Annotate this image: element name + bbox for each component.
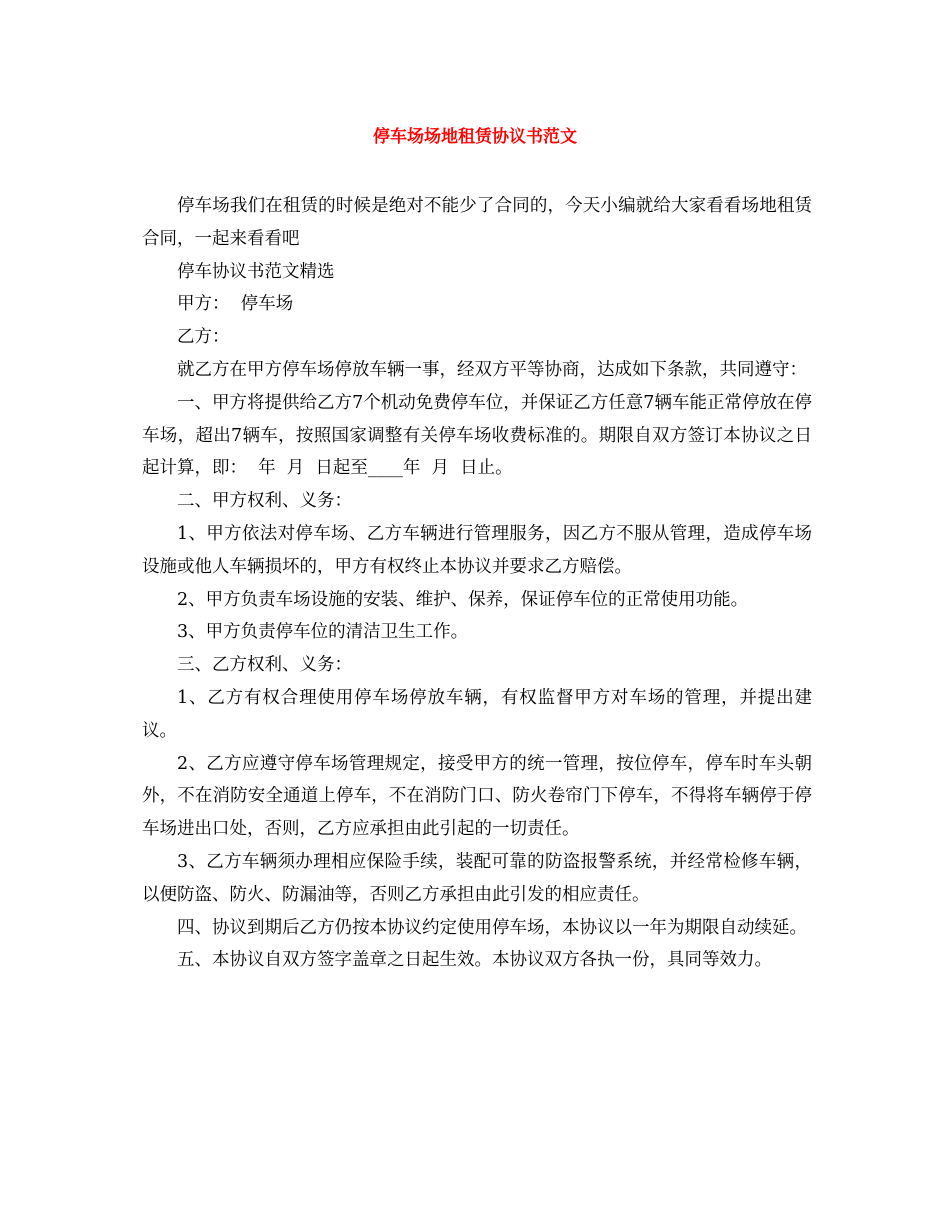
clause-3-3: 3、乙方车辆须办理相应保险手续，装配可靠的防盗报警系统，并经常检修车辆，以便防盗、防火、防漏油等，否则乙方承担由此引发的相应责任。 [142, 851, 812, 905]
clause-2-2: 2、甲方负责车场设施的安装、维护、保养，保证停车位的正常使用功能。 [177, 589, 749, 610]
clause-3-2: 2、乙方应遵守停车场管理规定，接受甲方的统一管理，按位停车，停车时车头朝外，不在消防安全通道上停车，不在消防门口、防火卷帘门下停车，不得将车辆停于停车场进出口处，否则，乙方应承担由此引起的一切责任。 [142, 753, 812, 840]
party-b-line: 乙方： [177, 327, 230, 348]
paragraph-preamble: 就乙方在甲方停车场停放车辆一事，经双方平等协商，达成如下条款，共同遵守： [177, 359, 807, 380]
section-heading-party-a: 二、甲方权利、义务： [177, 491, 352, 512]
clause-1: 一、甲方将提供给乙方7个机动免费停车位，并保证乙方任意7辆车能正常停放在停车场，超出7辆车，按照国家调整有关停车场收费标准的。期限自双方签订本协议之日起计算，即： 年 月 日起至____年 月 日止。 [142, 392, 812, 479]
document-title: 停车场场地租赁协议书范文 [373, 127, 577, 147]
section-heading-party-b: 三、乙方权利、义务： [177, 655, 352, 676]
clause-3-1: 1、乙方有权合理使用停车场停放车辆，有权监督甲方对车场的管理，并提出建议。 [142, 687, 812, 741]
clause-5: 五、本协议自双方签字盖章之日起生效。本协议双方各执一份，具同等效力。 [177, 950, 772, 971]
document-body [142, 190, 812, 977]
party-a-line: 甲方： 停车场 [177, 294, 294, 315]
paragraph-subtitle: 停车协议书范文精选 [177, 261, 335, 282]
clause-2-3: 3、甲方负责停车位的清洁卫生工作。 [177, 622, 469, 643]
clause-4: 四、协议到期后乙方仍按本协议约定使用停车场，本协议以一年为期限自动续延。 [177, 917, 807, 938]
paragraph-intro: 停车场我们在租赁的时候是绝对不能少了合同的，今天小编就给大家看看场地租赁合同，一起来看看吧 [142, 196, 812, 249]
clause-2-1: 1、甲方依法对停车场、乙方车辆进行管理服务，因乙方不服从管理，造成停车场设施或他人车辆损坏的，甲方有权终止本协议并要求乙方赔偿。 [142, 523, 812, 577]
